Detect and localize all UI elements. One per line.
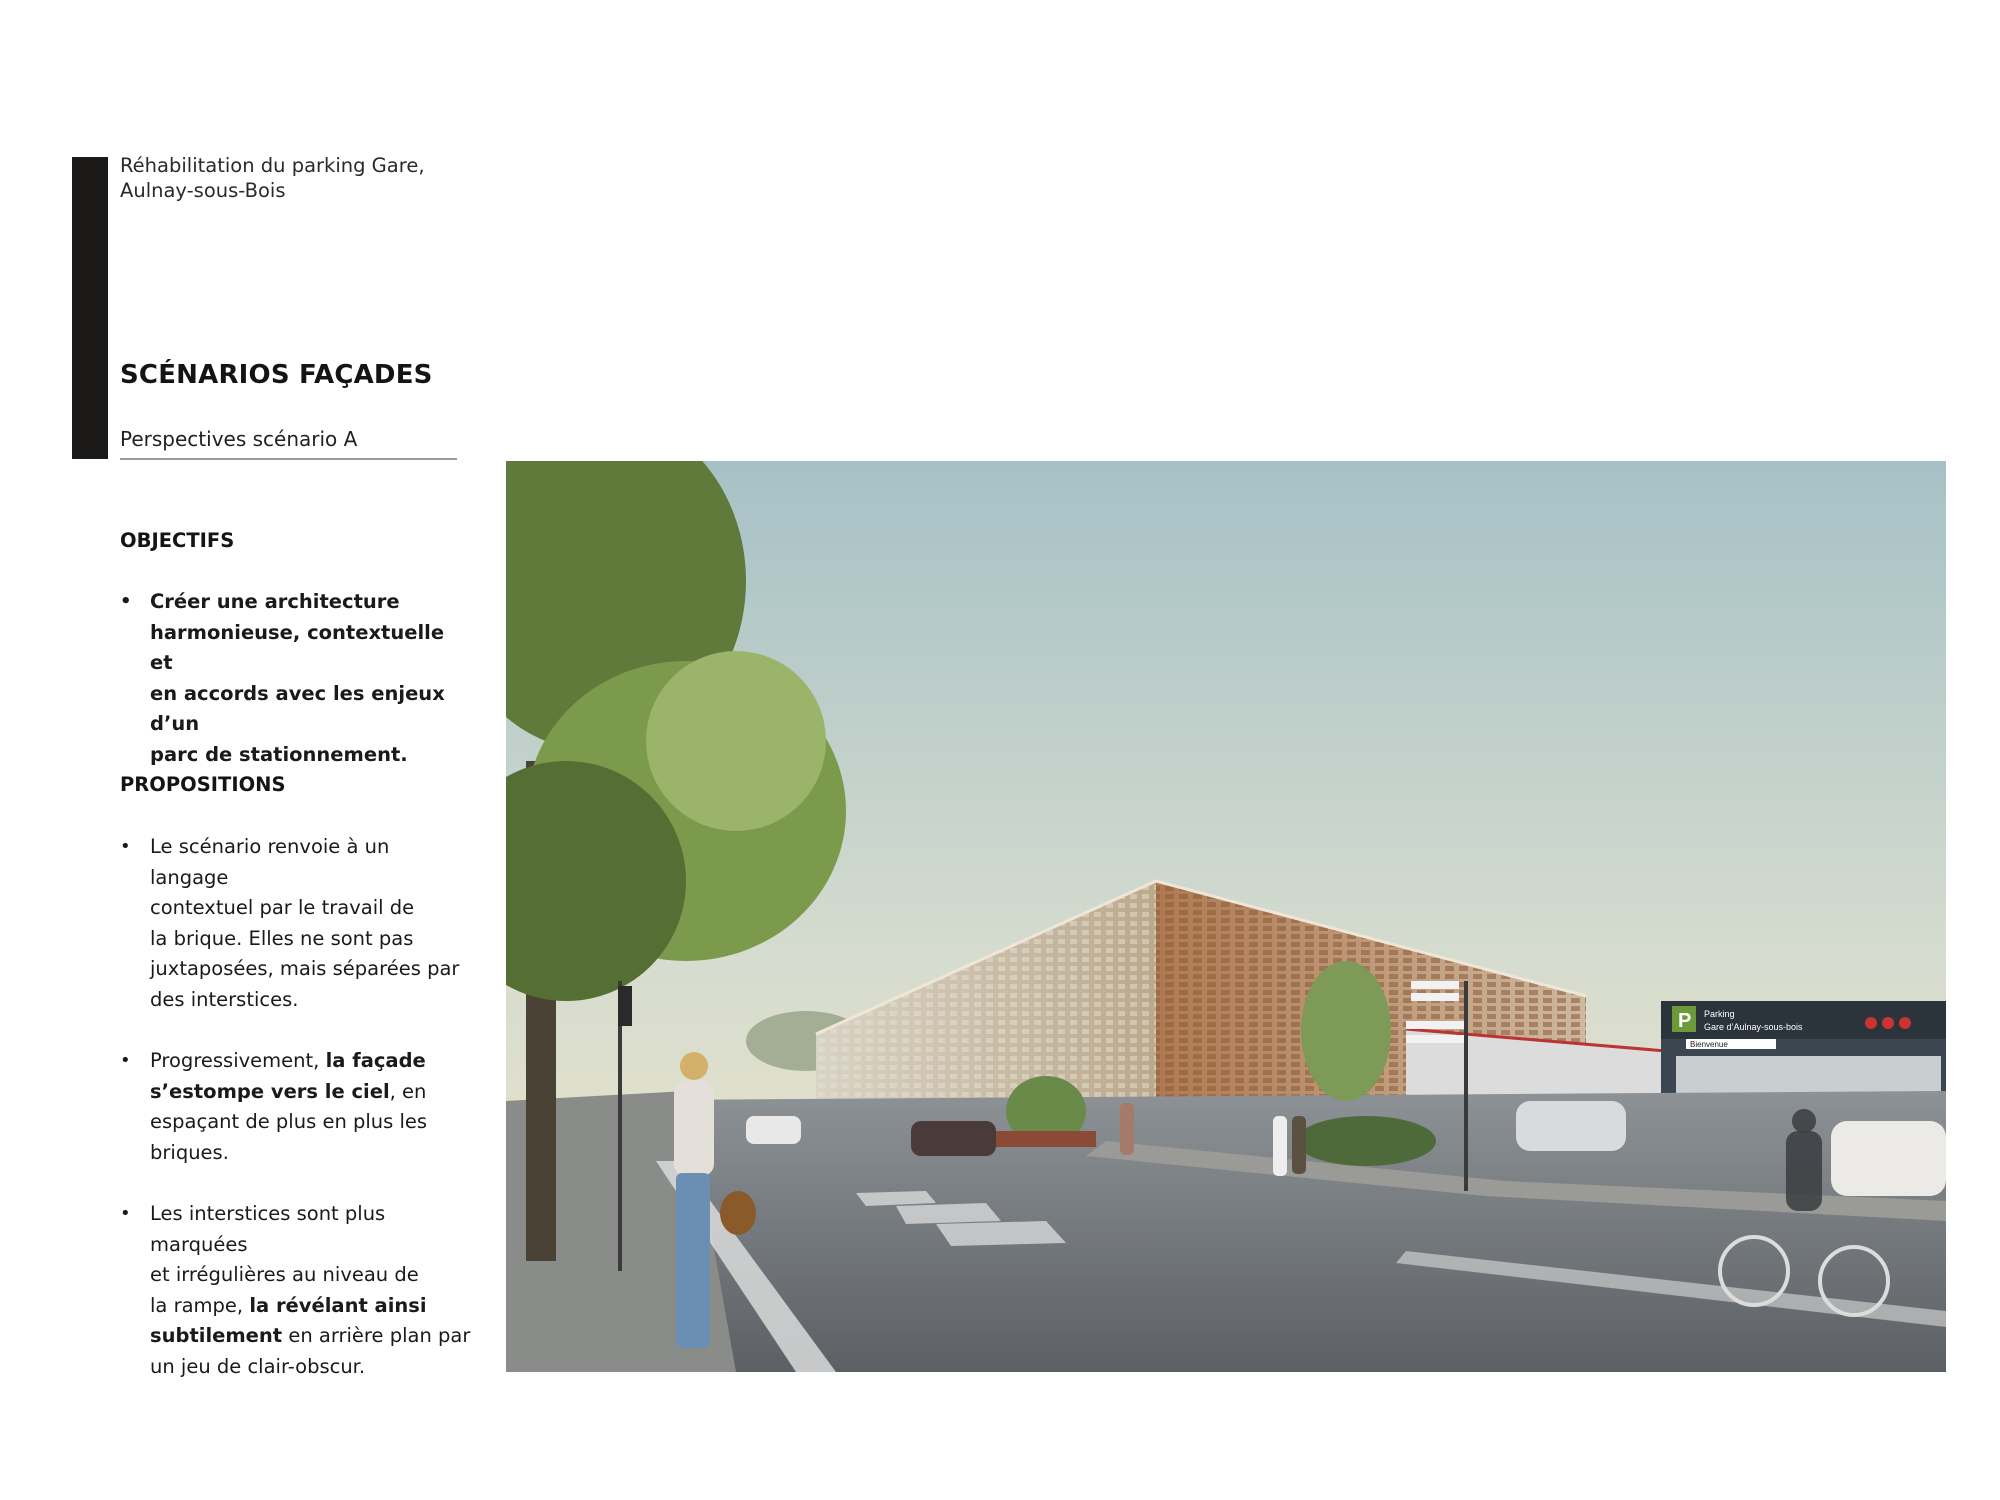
proposition-item: • Progressivement, la façade s’estompe vers le ciel, en espaçant de plus en plus les briques. (120, 1046, 472, 1168)
planter (996, 1131, 1096, 1147)
pedestrian (1120, 1103, 1134, 1155)
section-title: SCÉNARIOS FAÇADES (120, 360, 433, 390)
no-entry-sign-icon (1899, 1017, 1911, 1029)
car (746, 1116, 801, 1144)
pedestrian (674, 1081, 714, 1176)
propositions-list (120, 832, 472, 1413)
car (1516, 1101, 1626, 1151)
signpost (1464, 981, 1468, 1191)
pedestrian (1273, 1116, 1287, 1176)
proposition-item: • Les interstices sont plus marquées et irrégulières au niveau de la rampe, la révélant ainsi subtilement en arrière plan par un jeu de clair-obscur. (120, 1199, 472, 1382)
parking-sign-letter: P (1678, 1010, 1692, 1032)
rendering-svg (506, 461, 1946, 1372)
objectifs-heading: OBJECTIFS (120, 529, 235, 552)
car (1831, 1121, 1946, 1196)
project-title-line1: Réhabilitation du parking Gare, (120, 154, 425, 177)
no-entry-sign-icon (1882, 1017, 1894, 1029)
pedestrian (1292, 1116, 1306, 1174)
accent-sidebar-bar (72, 157, 108, 459)
parking-welcome-text: Bienvenue (1690, 1040, 1728, 1049)
architectural-rendering (506, 461, 1946, 1372)
project-title-line2: Aulnay-sous-Bois (120, 179, 286, 202)
parking-sign-name: Gare d’Aulnay-sous-bois (1704, 1022, 1803, 1032)
project-title (120, 153, 460, 203)
parking-sign-label: Parking (1704, 1009, 1735, 1019)
no-entry-sign-icon (1865, 1017, 1877, 1029)
proposition-item: • Le scénario renvoie à un langage contextuel par le travail de la brique. Elles ne sont pas juxtaposées, mais séparées par des interstices. (120, 832, 472, 1015)
propositions-heading: PROPOSITIONS (120, 773, 286, 796)
objectifs-list (120, 587, 472, 770)
objectif-item: • Créer une architecture harmonieuse, contextuelle et en accords avec les enjeux d’un parc de stationnement. (120, 587, 472, 770)
subtitle-divider (120, 458, 457, 460)
car (911, 1121, 996, 1156)
tree-small (1301, 961, 1391, 1101)
subtitle: Perspectives scénario A (120, 427, 358, 451)
